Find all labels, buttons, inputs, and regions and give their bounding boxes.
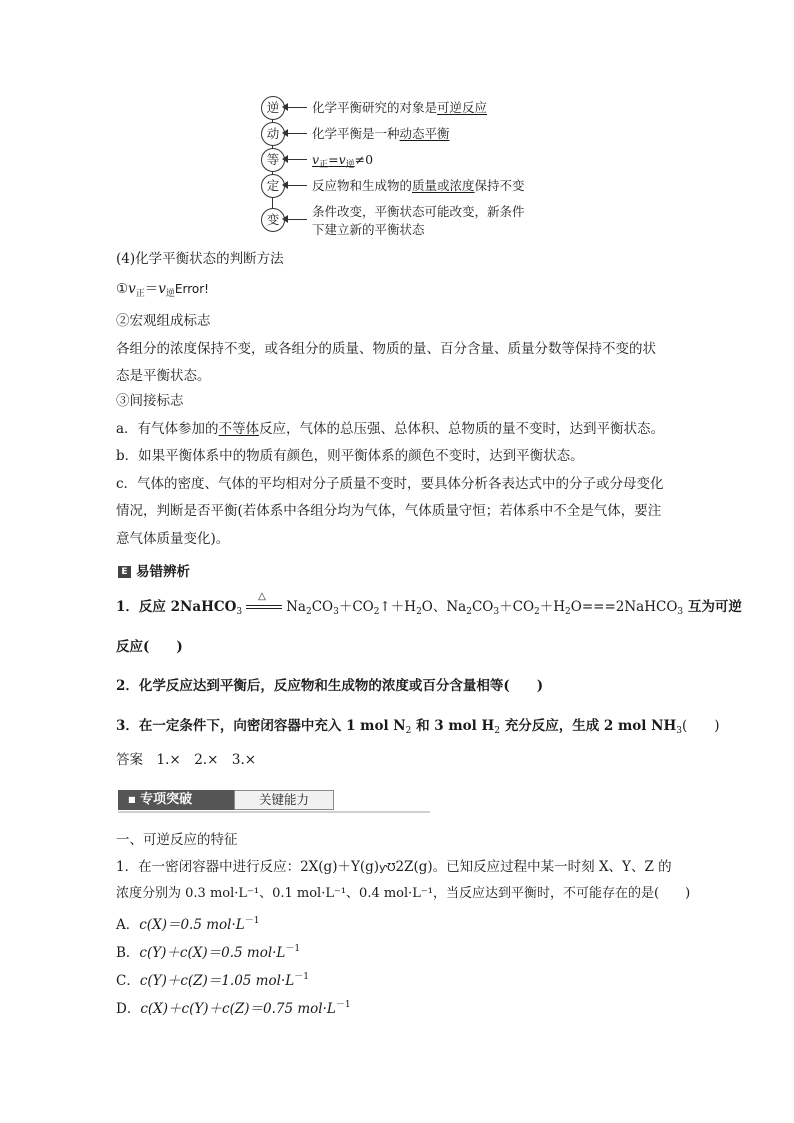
item3-b: b．如果平衡体系中的物质有颜色，则平衡体系的颜色不变时，达到平衡状态。 bbox=[116, 448, 584, 464]
option-d: D．c(X)＋c(Y)＋c(Z)＝0.75 $mol\cdot L^{-1}$ bbox=[116, 1000, 351, 1017]
item2-title: ②宏观组成标志 bbox=[116, 313, 211, 329]
error-q1-line1: 1．反应 2NaHCO$_3$ △ $Na_2CO_3+CO_2↑+H_2O$、$Na_2CO_3+CO_2+H_2O===2NaHCO_3$ 互为可逆 bbox=[116, 591, 742, 617]
mindmap-link bbox=[285, 133, 307, 134]
banner-light-label: 关键能力 bbox=[234, 790, 334, 810]
error-q1-line2: 反应( ) bbox=[116, 639, 183, 655]
item3-c-3: 意气体质量变化)。 bbox=[116, 531, 230, 547]
arrow-icon bbox=[282, 181, 288, 189]
practice-heading: 一、可逆反应的特征 bbox=[116, 832, 238, 848]
item3-c-1: c．气体的密度、气体的平均相对分子质量不变时，要具体分析各表达式中的分子或分母变化 bbox=[116, 476, 664, 492]
section-banner bbox=[118, 790, 430, 812]
arrow-icon bbox=[282, 215, 288, 223]
error-title: 易错辨析 bbox=[136, 564, 190, 580]
option-b: B．c(Y)＋c(X)＝0.5 $mol\cdot L^{-1}$ bbox=[116, 944, 301, 961]
mindmap-link bbox=[285, 107, 307, 108]
mindmap-text-ding: 反应物和生成物的质量或浓度保持不变 bbox=[312, 178, 525, 193]
option-c: C．c(Y)＋c(Z)＝1.05 $mol\cdot L^{-1}$ bbox=[116, 972, 309, 989]
error-q2: 2．化学反应达到平衡后，反应物和生成物的浓度或百分含量相等( ) bbox=[116, 678, 544, 694]
mindmap-text-deng: $v_正=v_逆\ne 0$ bbox=[312, 152, 374, 170]
mindmap-node-ding: 定 bbox=[261, 174, 285, 198]
banner-underline bbox=[118, 811, 430, 813]
mindmap-node-bian: 变 bbox=[261, 208, 285, 232]
mindmap-text-bian: 条件改变，平衡状态可能改变，新条件 下建立新的平衡状态 bbox=[312, 204, 525, 237]
mindmap-link bbox=[285, 219, 307, 220]
section-title: (4)化学平衡状态的判断方法 bbox=[116, 251, 284, 267]
practice-q1-line1: 1．在一密闭容器中进行反应：2X(g)＋Y(g)ƴƱ2Z(g)。已知反应过程中某一时刻 X、Y、Z 的 bbox=[116, 859, 672, 875]
error-q3: 3．在一定条件下，向密闭容器中充入 1 mol $N_2$ 和 3 mol $H_2$ 充分反应，生成 2 mol $NH_3$( ) bbox=[116, 718, 720, 736]
mindmap-node-ni: 逆 bbox=[261, 96, 285, 120]
practice-q1-line2: 浓度分别为 0.3 mol·L⁻¹、0.1 mol·L⁻¹、0.4 mol·L⁻¹，当反应达到平衡时，不可能存在的是( ) bbox=[116, 886, 691, 901]
mindmap-node-dong: 动 bbox=[261, 122, 285, 146]
item1-line: $①v_正=v_逆Error$! bbox=[116, 281, 209, 299]
arrow-icon bbox=[282, 103, 288, 111]
answer-line: 答案 1.× 2.× 3.× bbox=[116, 752, 257, 768]
item2-body-2: 态是平衡状态。 bbox=[116, 368, 211, 384]
mindmap-link bbox=[285, 185, 307, 186]
arrow-icon bbox=[282, 155, 288, 163]
item3-a: a．有气体参加的不等体反应，气体的总压强、总体积、总物质的量不变时，达到平衡状态。 bbox=[116, 421, 665, 437]
reaction-condition-arrow: △ bbox=[242, 599, 286, 613]
arrow-icon bbox=[282, 129, 288, 137]
mindmap-text-dong: 化学平衡是一种动态平衡 bbox=[312, 126, 450, 141]
mindmap-text-ni: 化学平衡研究的对象是可逆反应 bbox=[312, 100, 488, 115]
mindmap-node-deng: 等 bbox=[261, 148, 285, 172]
mindmap-link bbox=[285, 159, 307, 160]
banner-dark-label: ■ 专项突破 bbox=[118, 790, 234, 810]
item3-title: ③间接标志 bbox=[116, 393, 184, 409]
item2-body-1: 各组分的浓度保持不变，或各组分的质量、物质的量、百分含量、质量分数等保持不变的状 bbox=[116, 341, 656, 357]
error-flag-icon: E bbox=[118, 566, 131, 578]
option-a: A．c(X)＝0.5 $mol\cdot L^{-1}$ bbox=[116, 916, 260, 933]
item3-c-2: 情况，判断是否平衡(若体系中各组分均为气体，气体质量守恒；若体系中不全是气体，要注 bbox=[116, 503, 662, 519]
